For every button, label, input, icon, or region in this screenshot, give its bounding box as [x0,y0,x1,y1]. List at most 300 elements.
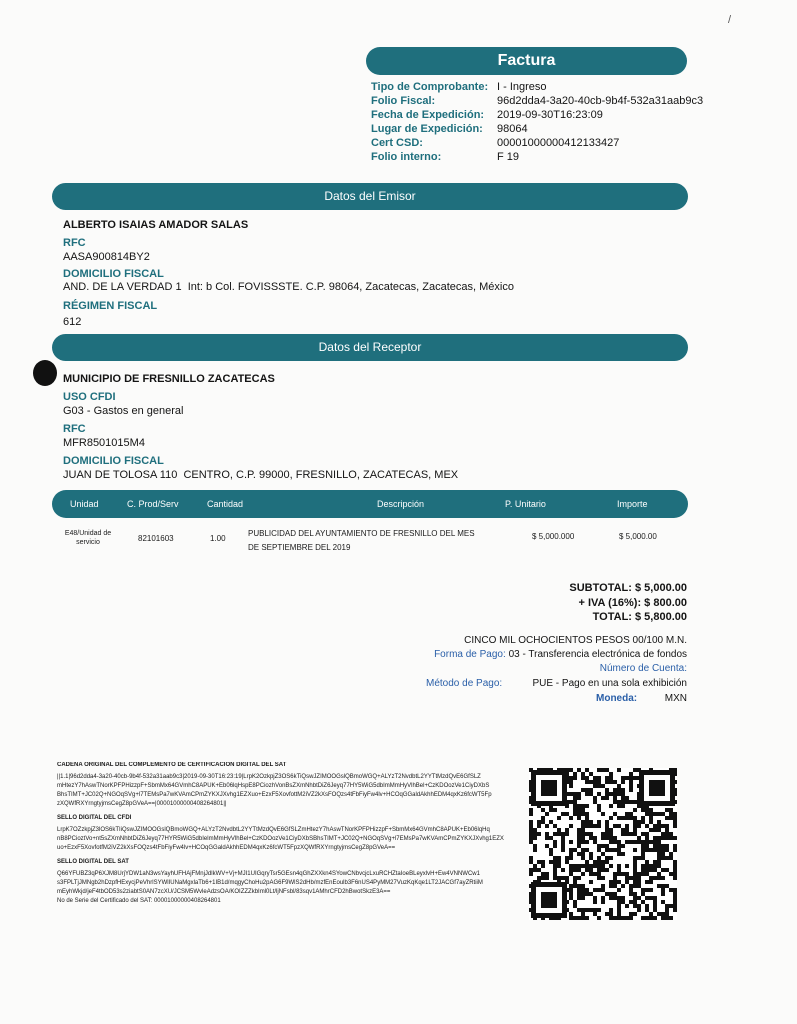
receptor-rfc-label: RFC [63,423,86,435]
qr-module [641,852,645,856]
qr-module [573,812,577,816]
qr-module [637,836,641,840]
qr-module [645,872,649,876]
cadena-original-line: zXQWfRXYrngtyjmsCegZ8pGVeA==|00001000000408264801|| [57,801,227,807]
qr-module [541,872,545,876]
qr-module [669,836,673,840]
qr-module [569,816,573,820]
qr-module [601,844,605,848]
qr-module [613,780,617,784]
qr-module [617,864,621,868]
qr-module [581,856,585,860]
qr-module [537,876,541,880]
qr-module [621,792,625,796]
qr-module [673,888,677,892]
qr-module [661,856,665,860]
table-row [52,526,688,560]
qr-module [553,844,557,848]
qr-module [669,812,673,816]
qr-module [533,828,537,832]
qr-module [629,916,633,920]
qr-module [617,800,621,804]
qr-module [621,800,625,804]
qr-module [673,868,677,872]
qr-module [625,776,629,780]
qr-module [549,852,553,856]
sello-cfdi-line: uo+EzxF5XovfotfM2iVZ2kXsFOQzs4tFbFiyFw4lv+HCOqGGaldAkhhEDM4qxKz6fcWT5FpzXQWfRXYrngtyjmsCegZ8pGVeA== [57,845,396,851]
qr-module [561,836,565,840]
receptor-rfc: MFR8501015M4 [63,437,145,449]
qr-module [577,868,581,872]
qr-module [569,848,573,852]
qr-module [589,908,593,912]
qr-module [633,868,637,872]
qr-module [629,816,633,820]
qr-module [593,888,597,892]
qr-module [553,868,557,872]
qr-module [609,896,613,900]
qr-module [529,856,533,860]
qr-module [581,788,585,792]
qr-module [641,840,645,844]
qr-module [581,848,585,852]
qr-module [545,836,549,840]
qr-module [585,916,589,920]
qr-module [613,916,617,920]
qr-module [577,792,581,796]
qr-module [589,880,593,884]
field-value-folio-interno: F 19 [497,151,520,163]
qr-module [633,904,637,908]
qr-module [605,860,609,864]
qr-module [637,872,641,876]
qr-module [617,912,621,916]
qr-module [581,832,585,836]
qr-module [657,852,661,856]
qr-module [637,884,641,888]
qr-module [625,916,629,920]
qr-module [641,892,645,896]
qr-module [537,868,541,872]
qr-module [585,888,589,892]
qr-module [645,868,649,872]
forma-pago-label: Forma de Pago: [434,649,506,660]
qr-module [589,868,593,872]
qr-module [553,824,557,828]
qr-module [581,828,585,832]
qr-module [653,876,657,880]
qr-module [557,856,561,860]
qr-module [533,848,537,852]
qr-module [625,824,629,828]
qr-module [553,872,557,876]
qr-module [569,864,573,868]
qr-module [577,892,581,896]
qr-module [665,868,669,872]
qr-module [581,896,585,900]
qr-module [641,868,645,872]
qr-module [621,828,625,832]
qr-module [629,780,633,784]
qr-module [641,872,645,876]
qr-module [625,864,629,868]
cell-unidad-line1: E48/Unidad de [64,530,112,537]
qr-module [637,904,641,908]
qr-module [605,828,609,832]
qr-module [673,820,677,824]
qr-module [633,912,637,916]
qr-module [633,828,637,832]
qr-module [553,860,557,864]
qr-module [665,884,669,888]
qr-module [657,864,661,868]
qr-module [565,856,569,860]
qr-module [581,864,585,868]
qr-module [537,832,541,836]
sello-sat-line: mEyhWkjd/jeF4tbOD53s2ziabtS0AN7zcXU/JCSM5WvleAdzsOA/KOIZZZkbIml0Lt/ljNFsbl/83sqv1AMhrCFD2hBwotSkzE3A== [57,889,391,895]
qr-module [625,904,629,908]
qr-module [569,792,573,796]
qr-module [553,856,557,860]
qr-module [621,844,625,848]
qr-module [657,884,661,888]
receptor-uso: G03 - Gastos en general [63,405,184,417]
qr-module [661,912,665,916]
qr-module [533,864,537,868]
qr-module [573,916,577,920]
qr-module [653,908,657,912]
qr-module [621,884,625,888]
qr-module [593,784,597,788]
qr-module [641,832,645,836]
qr-module [617,792,621,796]
qr-module [597,804,601,808]
qr-module [653,824,657,828]
qr-module [613,872,617,876]
col-importe: Importe [617,499,648,509]
col-cantidad: Cantidad [207,499,244,509]
items-table-header [52,490,688,518]
qr-module [673,848,677,852]
qr-module [669,808,673,812]
qr-module [609,804,613,808]
qr-module [561,876,565,880]
qr-module [609,912,613,916]
qr-module [637,880,641,884]
qr-module [609,792,613,796]
cadena-original-line: ||1.1|96d2dda4-3a20-40cb-9b4f-532a31aab9c3|2019-09-30T16:23:19|LrpK2OzkpjZ3OS6kTiQswJZIMOOGslQBmoWGQ+ALYzT2NvdbtL2YYTtMzdQvE6GfSLZ [57,774,481,780]
qr-module [569,840,573,844]
qr-module [609,884,613,888]
qr-module [585,908,589,912]
invoice-header-fields [371,81,703,164]
qr-module [665,844,669,848]
qr-module [581,776,585,780]
qr-module [549,820,553,824]
qr-module [649,876,653,880]
qr-module [581,884,585,888]
qr-module [609,892,613,896]
qr-module [665,908,669,912]
qr-module [617,788,621,792]
sello-cfdi-line: LrpK7OZzkpjZ3lOS6kTIiQswJZIMOOGslQBmoWGQ+ALYzT2NvdbtL2YYTtMzdQvE6GfSLZmHtezY7hAswTNorKPFPHizzpF+SbmMx64GVmhC8APUK+Eb06lqHq [57,827,490,833]
qr-module [613,788,617,792]
qr-module [673,908,677,912]
field-value-tipo: I - Ingreso [497,81,547,93]
qr-module [617,916,621,920]
qr-module [613,840,617,844]
qr-module [533,836,537,840]
qr-module [653,916,657,920]
qr-module [577,908,581,912]
qr-module [665,916,669,920]
qr-module [617,804,621,808]
qr-module [605,820,609,824]
invoice-title-banner [366,47,687,75]
qr-module [573,776,577,780]
qr-module [661,852,665,856]
emisor-domicilio-label: DOMICILIO FISCAL [63,268,164,280]
qr-module [569,776,573,780]
qr-module [665,904,669,908]
qr-module [577,840,581,844]
qr-module [625,796,629,800]
qr-module [645,836,649,840]
qr-module [613,792,617,796]
qr-module [625,800,629,804]
qr-module [609,880,613,884]
moneda-value: MXN [664,693,687,704]
qr-module [541,808,545,812]
qr-module [593,776,597,780]
qr-module [613,812,617,816]
qr-module [553,840,557,844]
qr-module [657,860,661,864]
qr-module [601,896,605,900]
qr-module [605,844,609,848]
qr-module [605,796,609,800]
qr-module [609,908,613,912]
qr-module [589,772,593,776]
emisor-name: ALBERTO ISAIAS AMADOR SALAS [63,219,249,231]
qr-module [669,832,673,836]
qr-module [597,780,601,784]
qr-module [645,824,649,828]
qr-module [553,876,557,880]
qr-module [629,784,633,788]
qr-module [661,876,665,880]
qr-module [621,788,625,792]
qr-module [649,820,653,824]
qr-module [557,828,561,832]
qr-module [657,856,661,860]
qr-module [601,876,605,880]
qr-module [609,864,613,868]
qr-module [633,832,637,836]
qr-module [649,812,653,816]
qr-module [629,776,633,780]
qr-module [577,844,581,848]
qr-module [657,844,661,848]
qr-module [569,888,573,892]
qr-module [537,820,541,824]
qr-module [653,868,657,872]
qr-module [537,860,541,864]
qr-module [565,860,569,864]
qr-module [617,868,621,872]
qr-module [581,852,585,856]
qr-module [605,768,609,772]
no-serie-sat: No de Serie del Certificado del SAT: 00001000000408264801 [57,898,221,904]
qr-module [609,828,613,832]
field-label-lugar: Lugar de Expedición: [371,123,483,135]
qr-module [617,848,621,852]
qr-module [669,852,673,856]
qr-module [597,776,601,780]
qr-module [649,828,653,832]
qr-module [573,876,577,880]
receptor-uso-label: USO CFDI [63,391,116,403]
qr-module [673,900,677,904]
emisor-regimen: 612 [63,316,82,328]
qr-module [661,892,665,896]
qr-module [617,768,621,772]
qr-module [609,772,613,776]
qr-module [617,824,621,828]
qr-module [633,876,637,880]
qr-module [641,816,645,820]
qr-module [665,848,669,852]
qr-module [621,852,625,856]
qr-module [637,824,641,828]
qr-module [601,884,605,888]
qr-module [653,896,657,900]
qr-module [633,840,637,844]
qr-module [625,840,629,844]
qr-module [657,836,661,840]
qr-module [613,824,617,828]
qr-module [593,900,597,904]
qr-module [565,828,569,832]
cell-unidad [60,529,116,547]
qr-module [665,824,669,828]
qr-module [573,868,577,872]
qr-module [661,844,665,848]
qr-module [601,836,605,840]
qr-module [601,832,605,836]
qr-module [561,868,565,872]
qr-module [657,876,661,880]
col-descripcion: Descripción [377,499,425,509]
cell-prod-serv: 82101603 [138,534,174,543]
punch-hole-mark [33,360,57,386]
cell-p-unitario: $ 5,000.000 [532,532,575,541]
qr-module [529,860,533,864]
qr-module [617,840,621,844]
qr-module [625,872,629,876]
qr-module [593,872,597,876]
qr-module [641,888,645,892]
qr-module [673,904,677,908]
qr-module [633,892,637,896]
qr-module [669,856,673,860]
qr-finder-top-left [531,770,567,806]
qr-module [545,812,549,816]
qr-module [653,900,657,904]
qr-module [573,904,577,908]
qr-module [645,904,649,908]
qr-module [617,888,621,892]
qr-module [569,824,573,828]
qr-module [557,876,561,880]
qr-module [557,860,561,864]
qr-module [629,788,633,792]
qr-module [573,864,577,868]
cell-descripcion [248,528,475,553]
qr-module [601,900,605,904]
qr-module [645,916,649,920]
qr-module [573,796,577,800]
qr-module [641,808,645,812]
emisor-regimen-label: RÉGIMEN FISCAL [63,300,158,312]
qr-module [661,812,665,816]
qr-module [541,816,545,820]
qr-module [529,808,533,812]
qr-module [597,868,601,872]
field-label-folio-interno: Folio interno: [371,151,442,163]
qr-module [585,768,589,772]
qr-module [673,860,677,864]
qr-module [569,916,573,920]
qr-module [601,796,605,800]
qr-module [637,820,641,824]
qr-module [585,868,589,872]
qr-module [669,888,673,892]
qr-module [573,808,577,812]
subtotal: SUBTOTAL: $ 5,000.00 [569,582,687,594]
qr-module [617,896,621,900]
qr-module [629,800,633,804]
qr-module [617,908,621,912]
qr-module [553,832,557,836]
qr-module [581,772,585,776]
qr-module [609,832,613,836]
qr-module [533,832,537,836]
qr-module [633,848,637,852]
qr-module [561,832,565,836]
qr-module [577,796,581,800]
qr-module [669,904,673,908]
qr-module [661,884,665,888]
cadena-original-line: BhsTIMT+JC02Q+NGOqSVg+l7TEMsPa7wKVAmCPmZYKXJXvhg1EZXuo+EzxF5XovfottM2iVZ2kXsFOQzs4tFbFiyFw4lv+HCOqGGaldAkhhEDM4qxKz6fcWT5Fp [57,792,492,798]
qr-module [625,812,629,816]
qr-module [545,844,549,848]
qr-module [529,836,533,840]
cell-descripcion-line1: PUBLICIDAD DEL AYUNTAMIENTO DE FRESNILLO DEL MES [248,529,475,538]
qr-module [553,808,557,812]
field-label-tipo: Tipo de Comprobante: [371,81,489,93]
qr-module [565,832,569,836]
qr-module [585,812,589,816]
qr-module [589,856,593,860]
qr-module [597,856,601,860]
qr-module [561,812,565,816]
qr-module [609,840,613,844]
qr-module [597,864,601,868]
qr-module [649,864,653,868]
qr-module [657,828,661,832]
emisor-section-title: Datos del Emisor [324,189,416,203]
